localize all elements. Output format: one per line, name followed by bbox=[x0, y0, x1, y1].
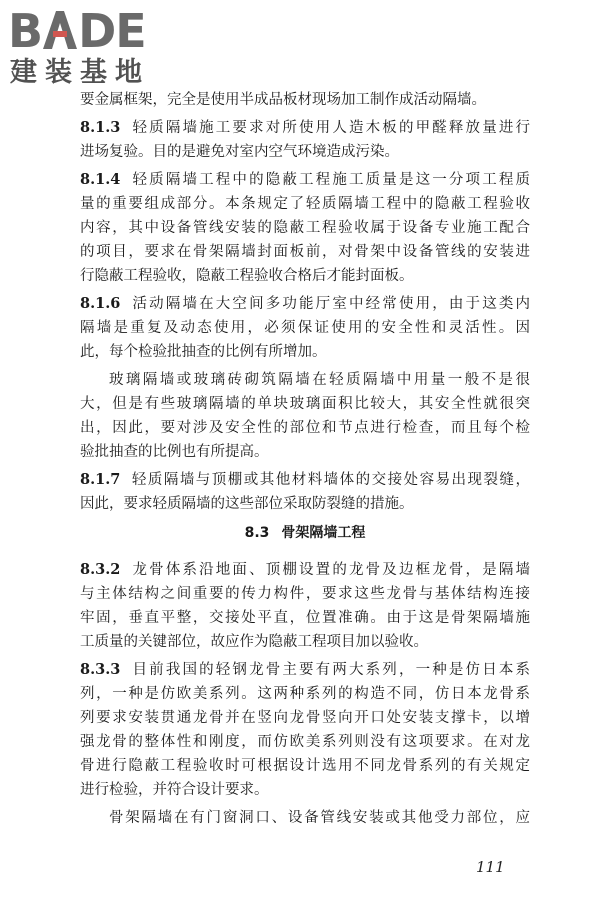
text-line bbox=[80, 806, 530, 830]
line-text: 要金属框架，完全是使用半成品板材现场加工制作成活动隔墙。 bbox=[80, 92, 486, 108]
logo bbox=[8, 6, 178, 90]
line-text: 量的重要组成部分。本条规定了轻质隔墙工程中的隐蔽工程验收 bbox=[80, 196, 530, 212]
line-text: 玻璃隔墙或玻璃砖砌筑隔墙在轻质隔墙中用量一般不是很 bbox=[109, 372, 530, 388]
text-line bbox=[80, 240, 530, 264]
line-text: 与主体结构之间重要的传力构件，要求这些龙骨与基体结构连接 bbox=[80, 586, 530, 602]
line-text: 强龙骨的整体性和刚度，而仿欧美系列则没有这项要求。在对龙 bbox=[80, 734, 530, 750]
line-text: 轻质隔墙工程中的隐蔽工程施工质量是这一分项工程质 bbox=[130, 172, 530, 188]
text-line bbox=[80, 492, 530, 516]
text-line bbox=[80, 216, 530, 240]
line-text: 的项目，要求在骨架隔墙封面板前，对骨架中设备管线的安装进 bbox=[80, 244, 530, 260]
line-text: 列要求安装贯通龙骨并在竖向龙骨竖向开口处安装支撑卡，以增 bbox=[80, 710, 530, 726]
logo-letter-b: B bbox=[8, 4, 43, 58]
page-number: 111 bbox=[476, 858, 505, 876]
text-line bbox=[80, 778, 530, 802]
text-line bbox=[80, 440, 530, 464]
text-line bbox=[80, 392, 530, 416]
clause-number: 8.1.6 bbox=[80, 295, 121, 312]
section-title: 骨架隔墙工程 bbox=[281, 525, 366, 541]
text-line bbox=[80, 558, 530, 582]
line-text: 牢固，垂直平整，交接处平直，位置准确。由于这是骨架隔墙施 bbox=[80, 610, 530, 626]
text-line bbox=[80, 88, 530, 112]
text-line bbox=[80, 292, 530, 316]
line-text: 出，因此，要对涉及安全性的部位和节点进行检查，而且每个检 bbox=[80, 420, 530, 436]
section-number: 8.3 bbox=[244, 525, 270, 541]
text-line bbox=[80, 754, 530, 778]
text-line bbox=[80, 192, 530, 216]
line-text: 工质量的关键部位，故应作为隐蔽工程项目加以验收。 bbox=[80, 634, 428, 650]
text-line bbox=[80, 340, 530, 364]
line-text: 活动隔墙在大空间多功能厅室中经常使用，由于这类内 bbox=[130, 296, 530, 312]
line-text: 龙骨体系沿地面、顶棚设置的龙骨及边框龙骨，是隔墙 bbox=[130, 562, 530, 578]
clause-number: 8.1.7 bbox=[80, 471, 121, 488]
line-text: 大，但是有些玻璃隔墙的单块玻璃面积比较大，其安全性就很突 bbox=[80, 396, 530, 412]
line-text: 内容，其中设备管线安装的隐蔽工程验收属于设备专业施工配合 bbox=[80, 220, 530, 236]
line-text: 验批抽查的比例也有所提高。 bbox=[80, 444, 269, 460]
line-text: 进场复验。目的是避免对室内空气环境造成污染。 bbox=[80, 144, 399, 160]
line-text: 进行检验，并符合设计要求。 bbox=[80, 782, 269, 798]
logo-letter-e: E bbox=[115, 4, 146, 58]
clause-number: 8.1.3 bbox=[80, 119, 121, 136]
line-text: 因此，要求轻质隔墙的这些部位采取防裂缝的措施。 bbox=[80, 496, 414, 512]
line-text: 行隐蔽工程验收，隐蔽工程验收合格后才能封面板。 bbox=[80, 268, 414, 284]
line-text: 骨架隔墙在有门窗洞口、设备管线安装或其他受力部位，应 bbox=[109, 810, 530, 826]
logo-a-mark-icon bbox=[43, 11, 77, 49]
text-line bbox=[80, 140, 530, 164]
line-text: 隔墙是重复及动态使用，必须保证使用的安全性和灵活性。因 bbox=[80, 320, 530, 336]
logo-wordmark bbox=[8, 6, 146, 56]
line-text: 目前我国的轻钢龙骨主要有两大系列，一种是仿日本系 bbox=[130, 662, 530, 678]
text-line bbox=[80, 682, 530, 706]
line-text: 此，每个检验批抽查的比例有所增加。 bbox=[80, 344, 327, 360]
logo-chinese-text: 建装基地 bbox=[10, 57, 150, 88]
line-text: 轻质隔墙施工要求对所使用人造木板的甲醛释放量进行 bbox=[130, 120, 530, 136]
text-line bbox=[80, 706, 530, 730]
text-line bbox=[80, 630, 530, 654]
text-line bbox=[80, 168, 530, 192]
clause-number: 8.3.3 bbox=[80, 661, 121, 678]
text-line bbox=[80, 730, 530, 754]
line-text: 骨进行隐蔽工程验收时可根据设计选用不同龙骨系列的有关规定 bbox=[80, 758, 530, 774]
clause-number: 8.1.4 bbox=[80, 171, 121, 188]
text-line bbox=[80, 316, 530, 340]
text-line bbox=[80, 468, 530, 492]
text-line bbox=[80, 416, 530, 440]
text-line bbox=[80, 116, 530, 140]
line-text: 轻质隔墙与顶棚或其他材料墙体的交接处容易出现裂缝， bbox=[130, 472, 530, 488]
line-text: 列，一种是仿欧美系列。这两种系列的构造不同，仿日本龙骨系 bbox=[80, 686, 530, 702]
text-line bbox=[80, 606, 530, 630]
logo-letter-d: D bbox=[78, 4, 116, 58]
text-line bbox=[80, 368, 530, 392]
text-line bbox=[80, 264, 530, 288]
text-line bbox=[80, 582, 530, 606]
clause-number: 8.3.2 bbox=[80, 561, 121, 578]
text-line bbox=[80, 658, 530, 682]
section-heading bbox=[80, 520, 530, 546]
